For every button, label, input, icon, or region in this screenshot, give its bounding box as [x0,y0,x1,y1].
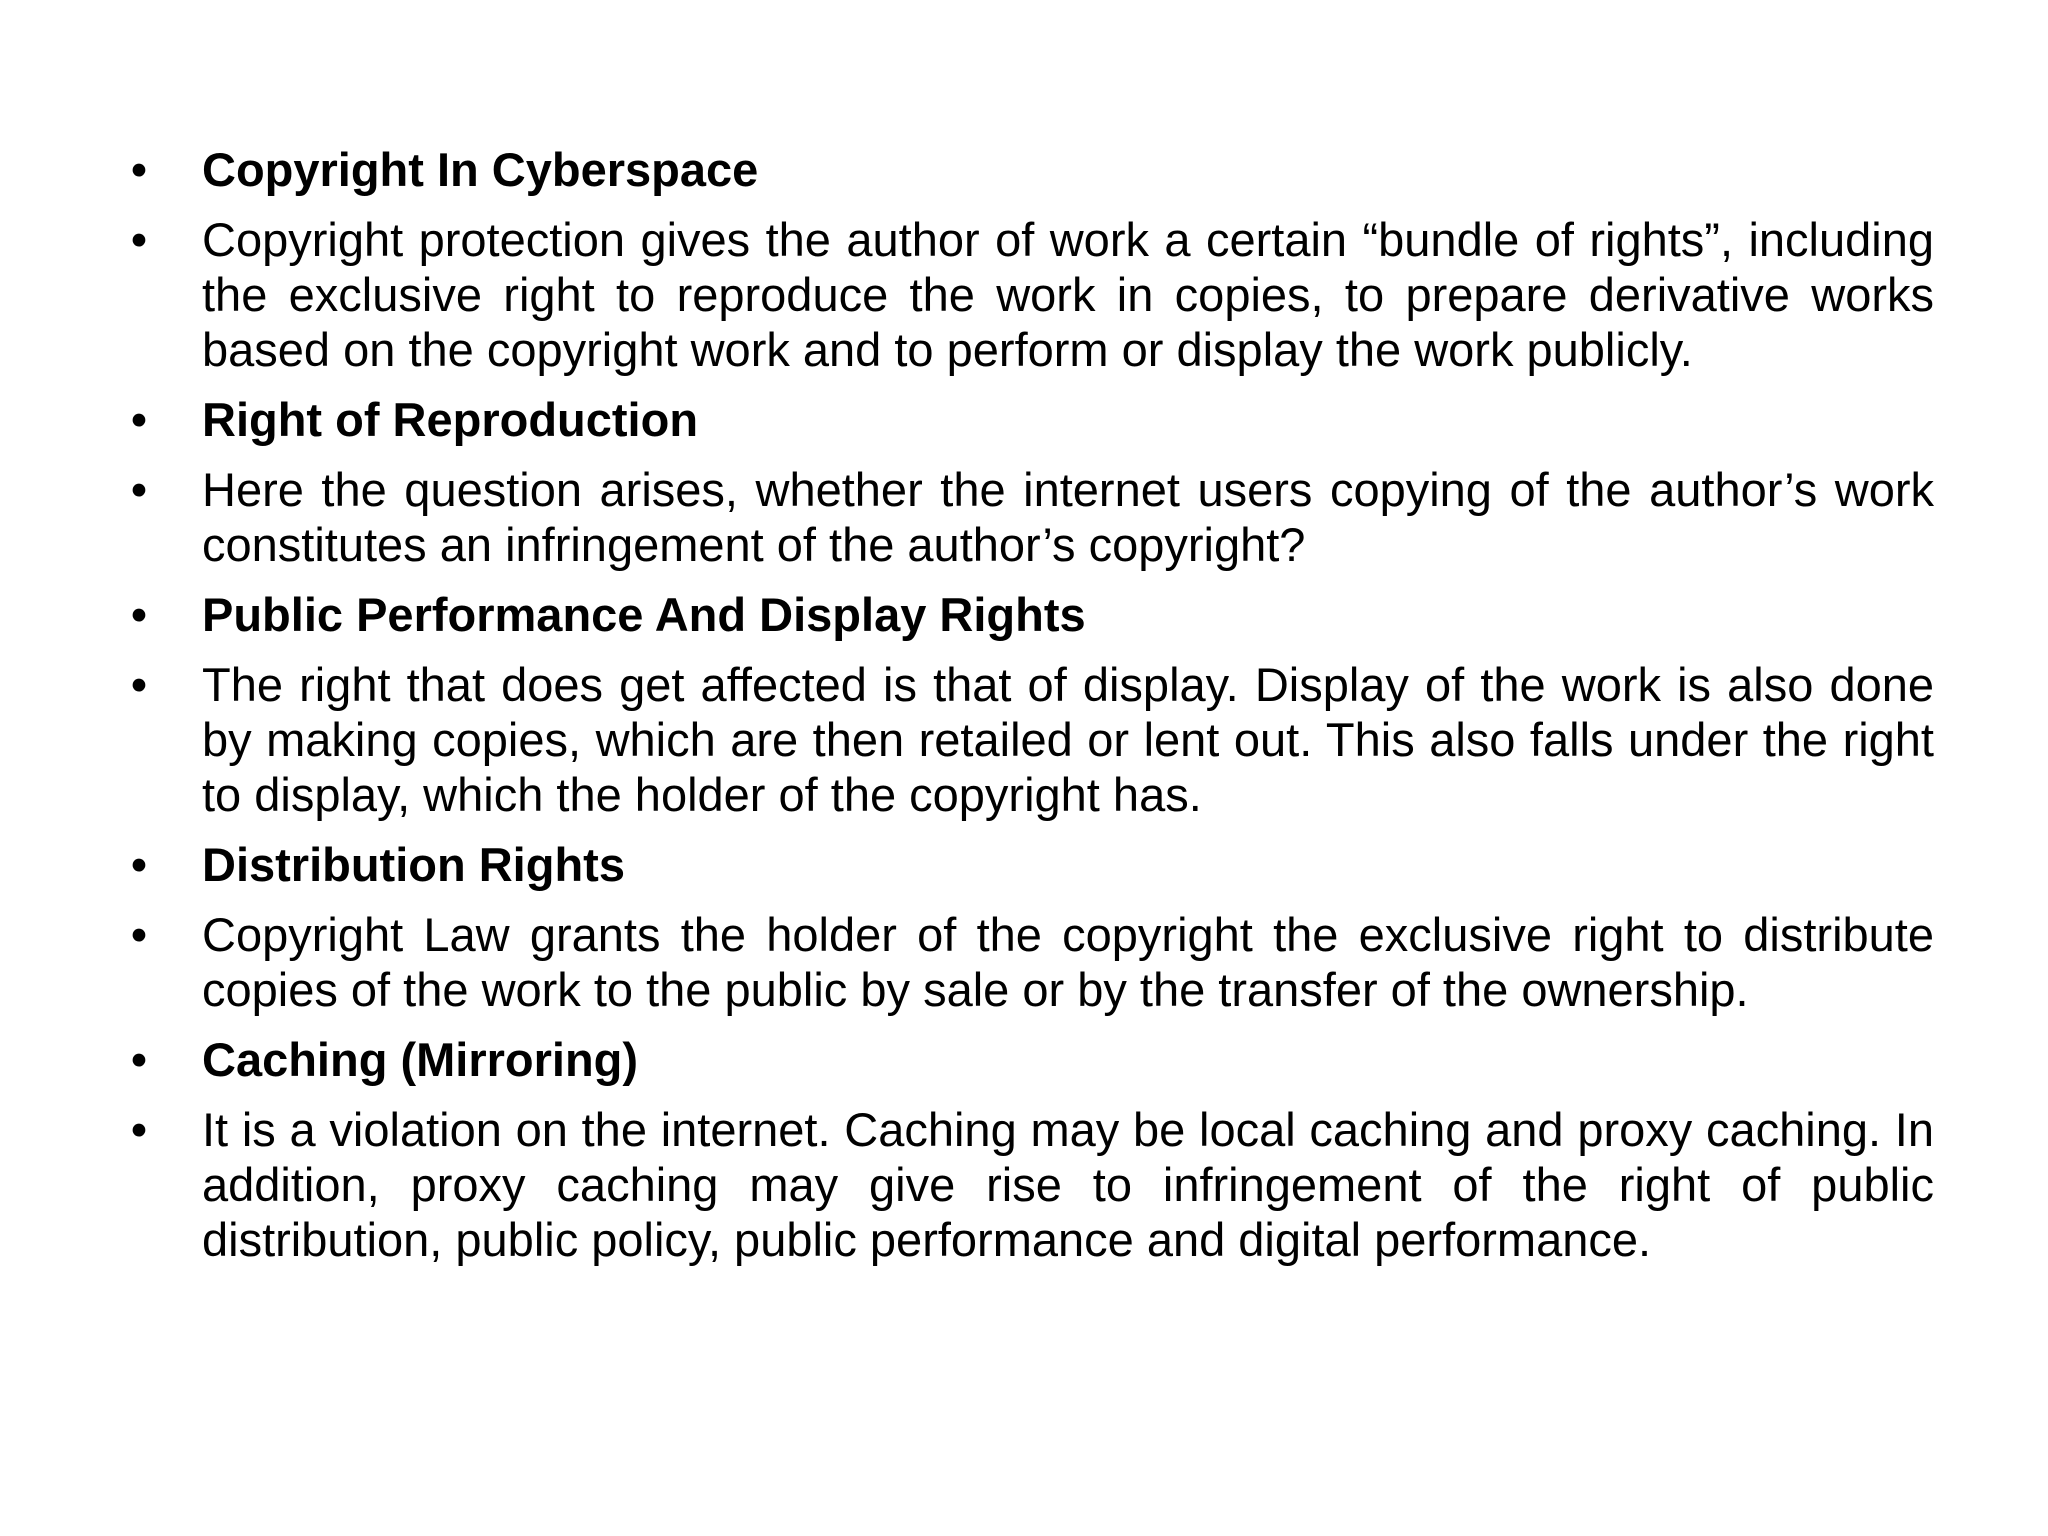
bullet-icon: • [130,393,148,446]
bullet-icon: • [130,463,148,516]
bullet-item-distribution-rights [124,837,1934,892]
bullet-item-copyright-in-cyberspace [124,142,1934,197]
bullet-icon: • [130,908,148,961]
bullet-item-caching [124,1032,1934,1087]
bullet-item-right-of-reproduction [124,392,1934,447]
bullet-item-copyright-protection [124,212,1934,377]
bullet-body: Copyright protection gives the author of work a certain “bundle of rights”, including the exclusive right to reproduce the work in copies, to prepare derivative works based on the copyright work and to perform or display the work publicly. [202,213,1934,376]
bullet-icon: • [130,1033,148,1086]
bullet-icon: • [130,1103,148,1156]
bullet-icon: • [130,213,148,266]
bullet-item-distribution-body [124,907,1934,1017]
bullet-heading: Copyright In Cyberspace [202,143,759,196]
bullet-icon: • [130,143,148,196]
bullet-body: Here the question arises, whether the internet users copying of the author’s work constitutes an infringement of the author’s copyright? [202,463,1934,571]
bullet-heading: Right of Reproduction [202,393,699,446]
bullet-list [124,142,1934,1282]
bullet-icon: • [130,658,148,711]
bullet-item-display-right [124,657,1934,822]
bullet-heading: Distribution Rights [202,838,625,891]
bullet-item-reproduction-question [124,462,1934,572]
bullet-body: It is a violation on the internet. Caching may be local caching and proxy caching. In addition, proxy caching may give rise to infringement of the right of public distribution, public policy, public performance and digital performance. [202,1103,1934,1266]
bullet-icon: • [130,588,148,641]
bullet-body: The right that does get affected is that of display. Display of the work is also done by making copies, which are then retailed or lent out. This also falls under the right to display, which the holder of the copyright has. [202,658,1934,821]
bullet-body: Copyright Law grants the holder of the copyright the exclusive right to distribute copies of the work to the public by sale or by the transfer of the ownership. [202,908,1934,1016]
bullet-heading: Caching (Mirroring) [202,1033,639,1086]
bullet-item-caching-body [124,1102,1934,1267]
bullet-item-public-performance [124,587,1934,642]
bullet-icon: • [130,838,148,891]
bullet-heading: Public Performance And Display Rights [202,588,1086,641]
